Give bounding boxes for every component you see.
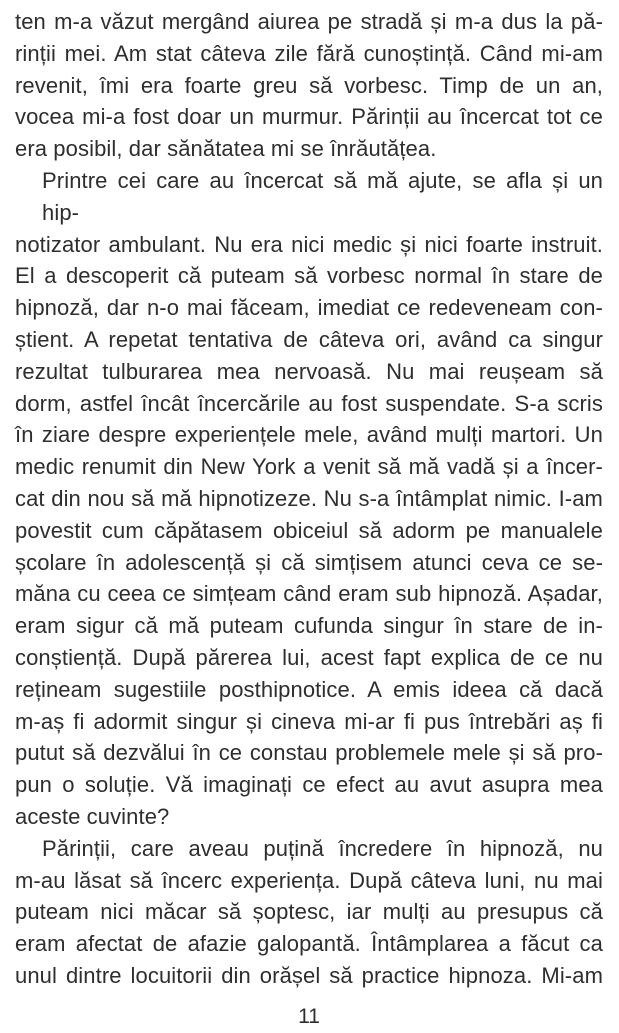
text-line: medic renumit din New York a venit să mă vadă și a încer- <box>15 454 603 480</box>
text-line: m-au lăsat să încerc experiența. După câteva luni, nu mai <box>15 867 603 893</box>
text-line: Printre cei care au încercat să mă ajute, se afla și un hip- <box>42 167 603 225</box>
text-line: vocea mi-a fost doar un murmur. Părinții au încercat tot ce <box>15 104 603 130</box>
text-line: în ziare despre experiențele mele, având mulți martori. Un <box>15 422 603 448</box>
text-line: notizator ambulant. Nu era nici medic și nici foarte instruit. <box>15 231 603 257</box>
text-line: putut să dezvălui în ce constau problemele mele și să pro- <box>15 740 603 766</box>
text-line: cat din nou să mă hipnotizeze. Nu s-a întâmplat nimic. I-am <box>15 485 603 511</box>
text-line: m-aș fi adormit singur și cineva mi-ar fi pus întrebări aș fi <box>15 708 603 734</box>
paragraph <box>15 165 603 833</box>
text-line: rezultat tulburarea mea nervoasă. Nu mai reușeam să <box>15 358 603 384</box>
text-line: rinții mei. Am stat câteva zile fără cunoștință. Când mi-am <box>15 40 603 66</box>
text-line: ten m-a văzut mergând aiurea pe stradă și m-a dus la pă- <box>15 9 603 34</box>
text-line: eram afectat de afazie galopantă. Întâmplarea a făcut ca <box>15 931 603 957</box>
paragraph <box>15 833 603 992</box>
text-line: conștiență. După părerea lui, acest fapt explica de ce nu <box>15 644 603 670</box>
text-line: măna cu ceea ce simțeam când eram sub hipnoză. Așadar, <box>15 581 603 607</box>
text-line: era posibil, dar sănătatea mi se înrăutățea. <box>15 136 437 162</box>
text-line: școlare în adolescență și că simțisem atunci ceva ce se- <box>15 549 603 575</box>
text-line: pun o soluție. Vă imaginați ce efect au avut asupra mea <box>15 772 603 798</box>
text-line: rețineam sugestiile posthipnotice. A emis ideea că dacă <box>15 676 603 702</box>
text-line: eram sigur că mă puteam cufunda singur în stare de in- <box>15 613 603 639</box>
text-line: hipnoză, dar n-o mai făceam, imediat ce redeveneam con- <box>15 295 603 321</box>
paragraph <box>15 6 603 165</box>
text-line: El a descoperit că puteam să vorbesc normal în stare de <box>15 263 603 289</box>
text-line: povestit cum căpătasem obiceiul să adorm pe manualele <box>15 517 603 543</box>
page-number: 11 <box>298 1004 320 1028</box>
text-line: aceste cuvinte? <box>15 803 170 829</box>
text-line: revenit, îmi era foarte greu să vorbesc. Timp de un an, <box>15 72 603 98</box>
text-line: unul dintre locuitorii din orășel să practice hipnoza. Mi-am <box>15 962 603 988</box>
text-line: dorm, astfel încât încercările au fost suspendate. S-a scris <box>15 390 603 416</box>
text-line: știent. A repetat tentativa de câteva ori, având ca singur <box>15 326 603 352</box>
text-line: Părinții, care aveau puțină încredere în hipnoză, nu <box>42 835 603 861</box>
text-line: puteam nici măcar să șoptesc, iar mulți au presupus că <box>15 899 603 925</box>
